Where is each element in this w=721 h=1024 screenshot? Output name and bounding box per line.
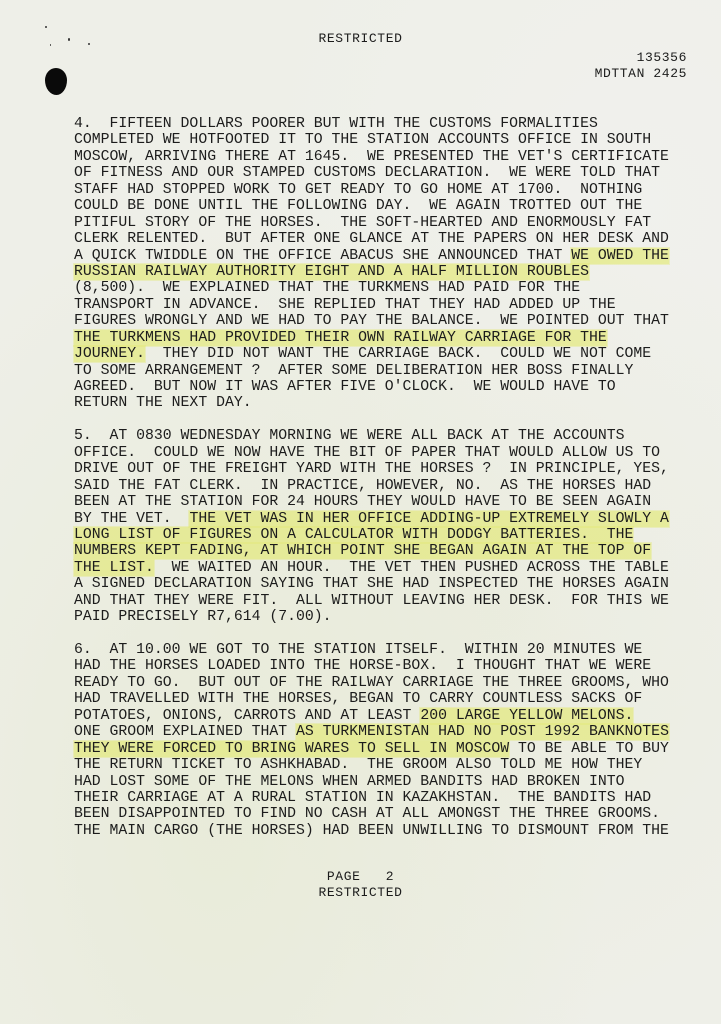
text-line [74,280,694,296]
highlighted-text: RUSSIAN RAILWAY AUTHORITY EIGHT AND A HALF MILLION ROUBLES [74,263,590,280]
highlighted-text: WE OWED THE [571,247,669,264]
highlighted-text: THE LIST. [74,559,154,576]
page-number: PAGE 2 [326,869,395,884]
highlighted-text: NUMBERS KEPT FADING, AT WHICH POINT SHE BEGAN AGAIN AT THE TOP OF [74,543,652,560]
text-run: HAD LOST SOME OF THE MELONS WHEN ARMED BANDITS HAD BROKEN INTO [74,773,625,790]
text-run: OFFICE. COULD WE NOW HAVE THE BIT OF PAPER THAT WOULD ALLOW US TO [74,444,661,461]
text-run: TO BE ABLE TO BUY [509,740,669,757]
text-line [74,116,694,132]
text-run: AND THAT THEY WERE FIT. ALL WITHOUT LEAVING HER DESK. FOR THIS WE [74,592,669,609]
text-run: PITIFUL STORY OF THE HORSES. THE SOFT-HEARTED AND ENORMOUSLY FAT [74,214,652,231]
text-run: WE WAITED AN HOUR. THE VET THEN PUSHED ACROSS THE TABLE [153,559,669,576]
text-line [74,379,694,395]
text-run: BEEN DISAPPOINTED TO FIND NO CASH AT ALL AMONGST THE THREE GROOMS. [74,806,661,823]
text-run: SAID THE FAT CLERK. IN PRACTICE, HOWEVER, NO. AS THE HORSES HAD [74,477,652,494]
text-line [74,823,694,839]
header-reference [595,50,687,82]
text-run: FIGURES WRONGLY AND WE HAD TO PAY THE BALANCE. WE POINTED OUT THAT [74,313,669,330]
text-run: 4. FIFTEEN DOLLARS POORER BUT WITH THE CUSTOMS FORMALITIES [74,116,598,132]
paragraph-6 [74,642,694,839]
text-line [74,757,694,773]
text-run: 5. AT 0830 WEDNESDAY MORNING WE WERE ALL BACK AT THE ACCOUNTS [74,428,625,445]
footer-classification: RESTRICTED [318,885,403,900]
text-line [74,806,694,822]
text-run: MOSCOW, ARRIVING THERE AT 1645. WE PRESENTED THE VET'S CERTIFICATE [74,148,669,165]
text-line [74,231,694,247]
highlighted-text: LONG LIST OF FIGURES ON A CALCULATOR WITH DODGY BATTERIES. THE [74,526,634,543]
text-line [74,297,694,313]
text-line [74,609,694,625]
text-line [74,790,694,806]
text-line [74,691,694,707]
text-run: COMPLETED WE HOTFOOTED IT TO THE STATION ACCOUNTS OFFICE IN SOUTH [74,132,652,149]
paragraph-5 [74,428,694,625]
text-line [74,198,694,214]
text-run: THE RETURN TICKET TO ASHKHABAD. THE GROOM ALSO TOLD ME HOW THEY [74,757,643,774]
text-line [74,658,694,674]
paragraph-4 [74,116,694,412]
text-run: OF FITNESS AND OUR STAMPED CUSTOMS DECLARATION. WE WERE TOLD THAT [74,165,661,182]
text-line [74,445,694,461]
reference-code: MDTTAN 2425 [594,66,687,81]
text-run: POTATOES, ONIONS, CARROTS AND AT LEAST [74,707,421,724]
text-line [74,132,694,148]
text-run: HAD THE HORSES LOADED INTO THE HORSE-BOX. I THOUGHT THAT WE WERE [74,658,652,675]
text-run: PAID PRECISELY R7,614 (7.00). [74,609,332,626]
highlighted-text: THEY WERE FORCED TO BRING WARES TO SELL IN MOSCOW [74,740,510,757]
text-line [74,494,694,510]
text-line [74,642,694,658]
page-footer [0,869,721,901]
text-run: 6. AT 10.00 WE GOT TO THE STATION ITSELF. WITHIN 20 MINUTES WE [74,642,643,658]
text-run: THEY DID NOT WANT THE CARRIAGE BACK. COULD WE NOT COME [145,346,652,363]
highlighted-text: THE VET WAS IN HER OFFICE ADDING-UP EXTREMELY SLOWLY A [189,510,669,527]
document-body [74,116,694,839]
text-run: ONE GROOM EXPLAINED THAT [74,724,296,741]
text-line [74,543,694,559]
highlighted-text: JOURNEY. [74,346,146,363]
highlighted-text: AS TURKMENISTAN HAD NO POST 1992 BANKNOTES [296,724,669,741]
text-run: STAFF HAD STOPPED WORK TO GET READY TO GO HOME AT 1700. NOTHING [74,181,643,198]
text-line [74,708,694,724]
text-line [74,478,694,494]
text-line [74,248,694,264]
text-line [74,363,694,379]
text-line [74,741,694,757]
text-run: A SIGNED DECLARATION SAYING THAT SHE HAD INSPECTED THE HORSES AGAIN [74,576,669,593]
text-line [74,165,694,181]
text-run: BY THE VET. [74,510,190,527]
text-line [74,675,694,691]
text-run: RETURN THE NEXT DAY. [74,395,252,412]
text-line [74,527,694,543]
text-line [74,593,694,609]
text-line [74,264,694,280]
text-run: THE MAIN CARGO (THE HORSES) HAD BEEN UNWILLING TO DISMOUNT FROM THE [74,822,669,839]
text-run: BEEN AT THE STATION FOR 24 HOURS THEY WOULD HAVE TO BE SEEN AGAIN [74,494,652,511]
text-line [74,560,694,576]
text-run: AGREED. BUT NOW IT WAS AFTER FIVE O'CLOCK. WE WOULD HAVE TO [74,379,616,395]
text-line [74,330,694,346]
text-line [74,313,694,329]
reference-number: 135356 [636,50,687,65]
text-run: READY TO GO. BUT OUT OF THE RAILWAY CARRIAGE THE THREE GROOMS, WHO [74,674,669,691]
text-run: DRIVE OUT OF THE FREIGHT YARD WITH THE HORSES ? IN PRINCIPLE, YES, [74,461,669,478]
text-run: COULD BE DONE UNTIL THE FOLLOWING DAY. WE AGAIN TROTTED OUT THE [74,198,643,215]
text-line [74,149,694,165]
text-line [74,774,694,790]
punch-hole-mark [45,68,67,95]
highlighted-text: THE TURKMENS HAD PROVIDED THEIR OWN RAILWAY CARRIAGE FOR THE [74,329,607,346]
paper-speck [45,26,47,28]
text-run: THEIR CARRIAGE AT A RURAL STATION IN KAZAKHSTAN. THE BANDITS HAD [74,789,652,806]
text-line [74,346,694,362]
text-line [74,576,694,592]
text-run: HAD TRAVELLED WITH THE HORSES, BEGAN TO CARRY COUNTLESS SACKS OF [74,691,643,708]
text-line [74,215,694,231]
text-line [74,182,694,198]
text-line [74,395,694,411]
text-line [74,724,694,740]
text-line [74,428,694,444]
text-run: CLERK RELENTED. BUT AFTER ONE GLANCE AT THE PAPERS ON HER DESK AND [74,231,669,248]
header-classification: RESTRICTED [318,31,403,46]
text-run: (8,500). WE EXPLAINED THAT THE TURKMENS HAD PAID FOR THE [74,280,581,297]
text-run: TRANSPORT IN ADVANCE. SHE REPLIED THAT THEY HAD ADDED UP THE [74,296,616,313]
text-run: A QUICK TWIDDLE ON THE OFFICE ABACUS SHE ANNOUNCED THAT [74,247,572,264]
highlighted-text: 200 LARGE YELLOW MELONS. [420,707,634,724]
text-run: TO SOME ARRANGEMENT ? AFTER SOME DELIBERATION HER BOSS FINALLY [74,362,634,379]
text-line [74,461,694,477]
text-line [74,511,694,527]
